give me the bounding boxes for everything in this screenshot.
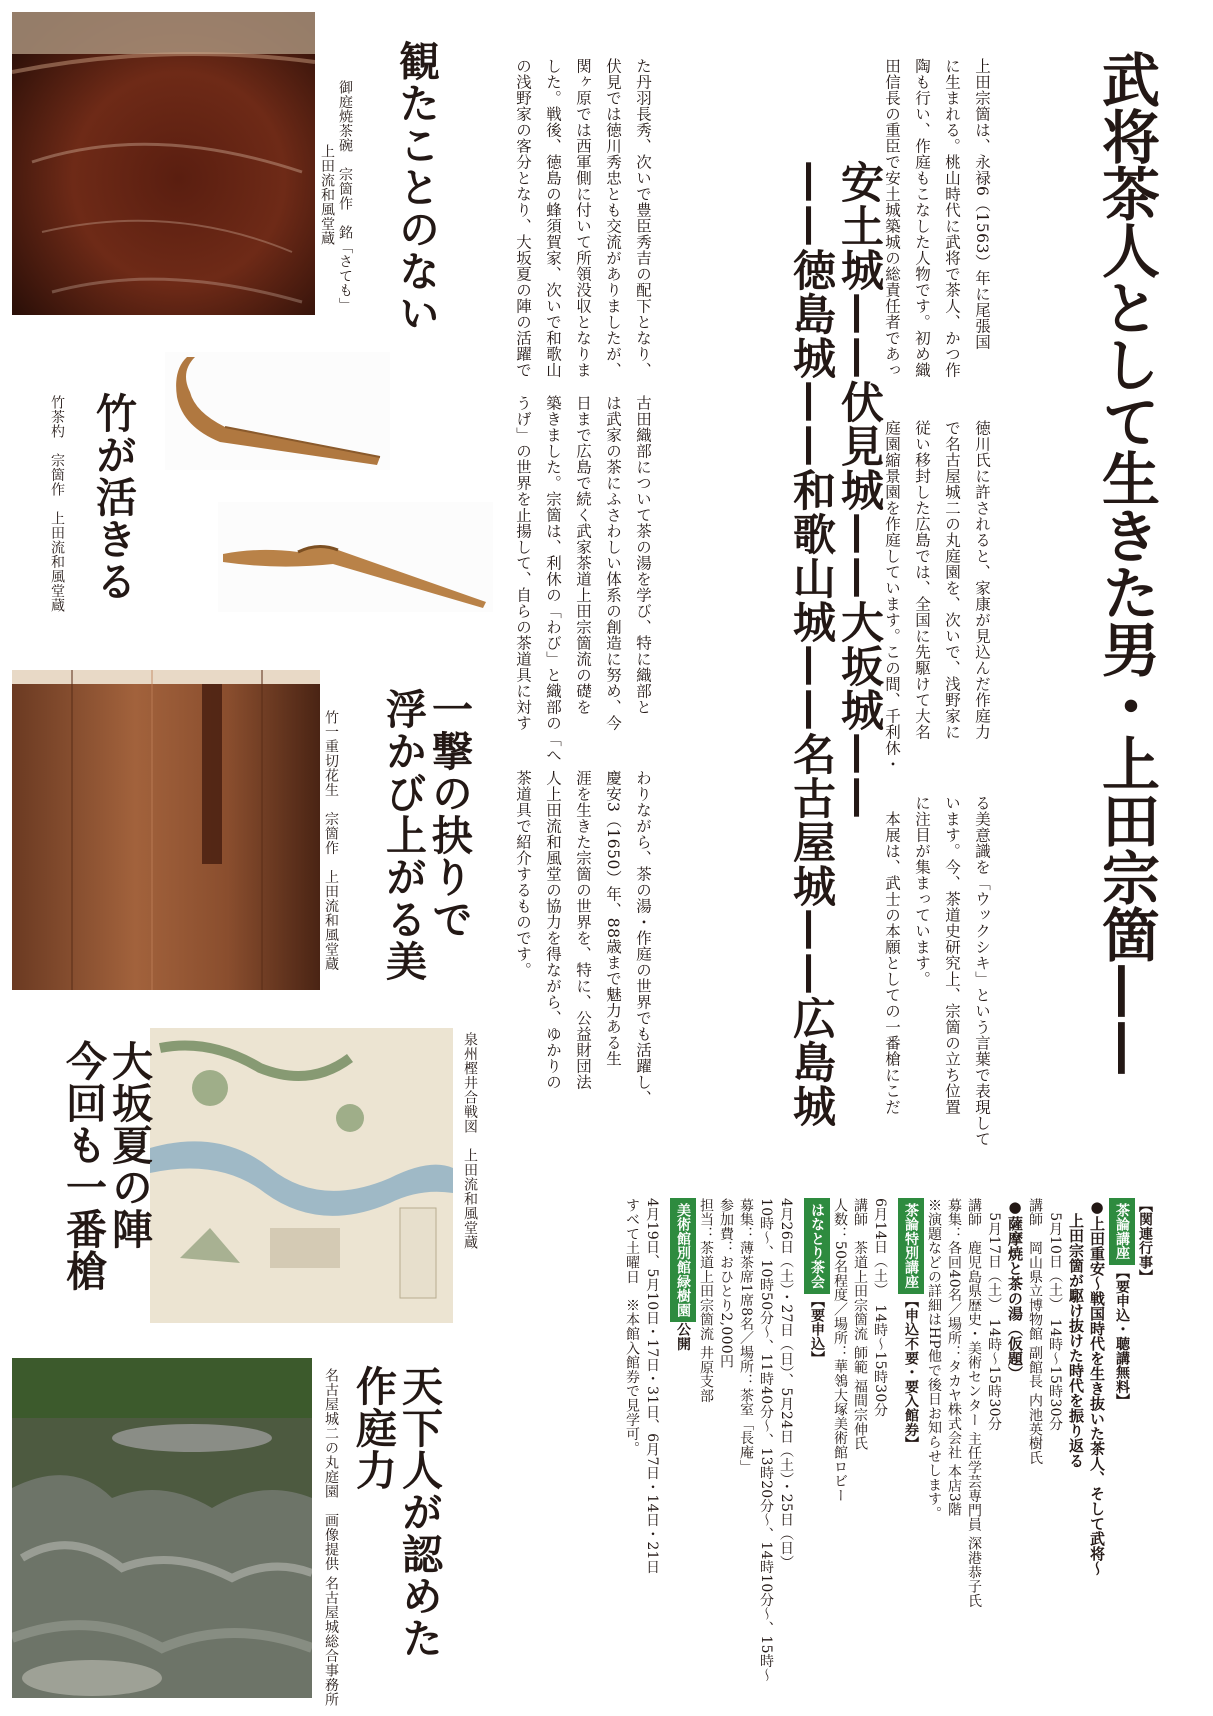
special-lecturer: 講師 茶道上田宗箇流 師範 福間宗伸氏	[852, 1198, 868, 1451]
text-line: 築きました。宗箇は、利休の「わび」と織部の「へ	[544, 395, 562, 763]
garden-photo	[12, 1358, 312, 1698]
text-line: た丹羽長秀、次いで豊臣秀吉の配下となり、	[634, 58, 652, 378]
text-line: で名古屋城二の丸庭園を、次いで、浅野家に	[943, 420, 961, 740]
tea-label: はなとり茶会	[804, 1198, 830, 1294]
caption-line: 上田流和風堂蔵	[319, 144, 335, 246]
lecture-note2: ※演題などの詳細はHP他で後日お知らせします。	[926, 1198, 942, 1521]
headline-bamboo: 竹が活きる	[89, 392, 137, 602]
headline-osaka	[60, 1040, 152, 1292]
tea-note: 【要申込】	[809, 1293, 825, 1366]
lecture-label: 茶論講座	[1109, 1198, 1135, 1265]
intro-text-col3	[877, 795, 997, 1165]
headline-line: 一撃の抉りで	[425, 688, 473, 940]
tea-times: 10時～、10時50分～、11時40分～、13時20分～、14時10分～、15時～	[758, 1198, 774, 1683]
text-line: の浅野家の客分となり、大坂夏の陣の活躍で	[514, 58, 532, 378]
tea-heading	[804, 1198, 830, 1708]
caption-tea-bowl	[318, 80, 354, 312]
text-line: 茶道具で紹介するものです。	[514, 770, 532, 978]
text-line: る美意識を「ウックシキ」という言葉で表現して	[973, 795, 991, 1147]
tea-scoop-photo-2	[218, 502, 493, 612]
tea-fee: 参加費：おひとり2,000円	[718, 1198, 734, 1369]
lecture-1-date: 5月10日（土） 14時～15時30分	[1047, 1198, 1063, 1432]
headline-never-seen: 観たことのない	[392, 40, 440, 334]
special-label: 茶論特別講座	[898, 1198, 924, 1294]
caption-line: 御庭焼茶碗 宗箇作 銘「さても」	[337, 80, 353, 312]
headline-one-stroke	[380, 688, 472, 982]
lecture-heading	[1109, 1198, 1135, 1708]
castles-line2: ——徳島城——和歌山城——名古屋城——広島城	[786, 160, 836, 1128]
caption-bamboo-vase: 竹一重切花生 宗箇作 上田流和風堂蔵	[323, 710, 339, 971]
headline-line: 大坂夏の陣	[105, 1040, 153, 1250]
tea-date: 4月26日（土）・27日（日）、5月24日（土）・25日（日）	[778, 1198, 794, 1570]
intro-text-col2	[877, 420, 997, 790]
tea-recruit: 募集：薄茶席1席8名／場所：茶室「長庵」	[738, 1198, 754, 1474]
headline-line: 浮かび上がる美	[379, 688, 427, 982]
tea-scoop-photo-1	[165, 352, 390, 470]
text-line: 陶も行い、作庭もこなした人物です。初め織	[913, 58, 931, 378]
special-date: 6月14日（土） 14時～15時30分	[872, 1198, 888, 1417]
text-line: 徳川氏に許されると、家康が見込んだ作庭力	[973, 420, 991, 740]
events-block	[622, 1198, 1155, 1708]
text-line: は武家の茶にふさわしい体系の創造に努め、今	[604, 395, 622, 731]
page-title: 武将茶人として生きた男・上田宗箇——	[1092, 50, 1160, 1076]
text-line: 人上田流和風堂の協力を得ながら、ゆかりの	[544, 770, 562, 1090]
text-line: に生まれる。桃山時代に武将で茶人、かつ作	[943, 58, 961, 378]
body-text-col4	[508, 58, 658, 388]
headline-line: 天下人が認めた	[395, 1365, 443, 1659]
tea-staff: 担当：茶道上田宗箇流 井原支部	[698, 1198, 714, 1403]
text-line: 伏見では徳川秀忠とも交流がありましたが、	[604, 58, 622, 378]
special-heading	[898, 1198, 924, 1708]
lecture-1-title2: 上田宗箇が駆け抜けた時代を振り返る	[1067, 1198, 1085, 1468]
tea-bowl-photo	[12, 12, 315, 315]
castles-line1: 安土城——伏見城——大坂城——	[834, 160, 884, 820]
text-line: います。今、茶道史研究上、宗箇の立ち位置	[943, 795, 961, 1115]
lecture-2-title: ●薩摩焼と茶の湯（仮題）	[1006, 1198, 1024, 1381]
text-line: に注目が集まっています。	[913, 795, 931, 987]
body-text-col6	[508, 770, 658, 1130]
lecture-2-lecturer: 講師 鹿児島県歴史・美術センター 主任学芸専門員 深港恭子氏	[966, 1198, 982, 1608]
special-note: 【申込不要・要入館券】	[903, 1293, 919, 1452]
garden-dates: 4月19日、5月10日・17日・31日、6月7日・14日・21日	[644, 1198, 660, 1575]
special-people: 人数：50名程度／場所：華鴒大塚美術館ロビー	[832, 1198, 848, 1503]
text-line: した。戦後、徳島の蜂須賀家、次いで和歌山	[544, 58, 562, 378]
lecture-note: 【要申込・聴講無料】	[1114, 1265, 1130, 1409]
caption-tea-scoop: 竹茶杓 宗箇作 上田流和風堂蔵	[49, 395, 65, 613]
lecture-1-lecturer: 講師 岡山県立博物館 副館長 内池英樹氏	[1027, 1198, 1043, 1465]
battle-map-photo	[150, 1028, 453, 1323]
text-line: 関ヶ原では西軍側に付いて所領没収となりま	[574, 58, 592, 378]
text-line: うげ」の世界を止揚して、自らの茶道具に対す	[514, 395, 532, 731]
text-line: 慶安3（1650）年、88歳まで魅力ある生	[604, 770, 622, 1067]
text-line: 本展は、武士の本願としての一番槍にこだ	[883, 795, 901, 1115]
events-header: 【関連行事】	[1137, 1198, 1153, 1284]
headline-line: 今回も一番槍	[59, 1040, 107, 1292]
caption-garden: 名古屋城二の丸庭園 画像提供 名古屋城総合事務所	[323, 1368, 339, 1707]
text-line: わりながら、茶の湯・作庭の世界でも活躍し、	[634, 770, 652, 1106]
garden-heading	[670, 1198, 696, 1708]
body-text-col5	[508, 395, 658, 770]
headline-tenkabito	[350, 1365, 442, 1659]
lecture-recruit: 募集：各回40名／場所：タカヤ株式会社 本店3階	[946, 1198, 962, 1517]
lecture-2-date: 5月17日（土） 14時～15時30分	[986, 1198, 1002, 1432]
text-line: 従い移封した広島では、全国に先駆けて大名	[913, 420, 931, 740]
text-line: 日まで広島で続く武家茶道上田宗箇流の礎を	[574, 395, 592, 715]
garden-label: 美術館別館緑樹園	[670, 1198, 696, 1322]
intro-text-col1	[877, 58, 997, 418]
headline-line: 作庭力	[349, 1365, 397, 1491]
caption-battle-map: 泉州樫井合戦図 上田流和風堂蔵	[462, 1032, 478, 1250]
garden-note2: すべて土曜日 ※本館入館券で見学可。	[624, 1198, 640, 1456]
text-line: 涯を生きた宗箇の世界を、特に、公益財団法	[574, 770, 592, 1090]
text-line: 古田織部について茶の湯を学び、特に織部と	[634, 395, 652, 715]
text-line: 庭園縮景園を作庭しています。この間、千利休・	[883, 420, 901, 772]
text-line: 上田宗箇は、永禄6（1563）年に尾張国	[973, 58, 991, 350]
bamboo-vase-photo	[12, 670, 320, 990]
text-line: 田信長の重臣で安土城築城の総責任者であっ	[883, 58, 901, 378]
lecture-1-title: ●上田重安～戦国時代を生き抜いた茶人、そして武将～	[1088, 1198, 1106, 1576]
castles-heading	[787, 160, 883, 1128]
garden-note: 公開	[675, 1322, 691, 1352]
